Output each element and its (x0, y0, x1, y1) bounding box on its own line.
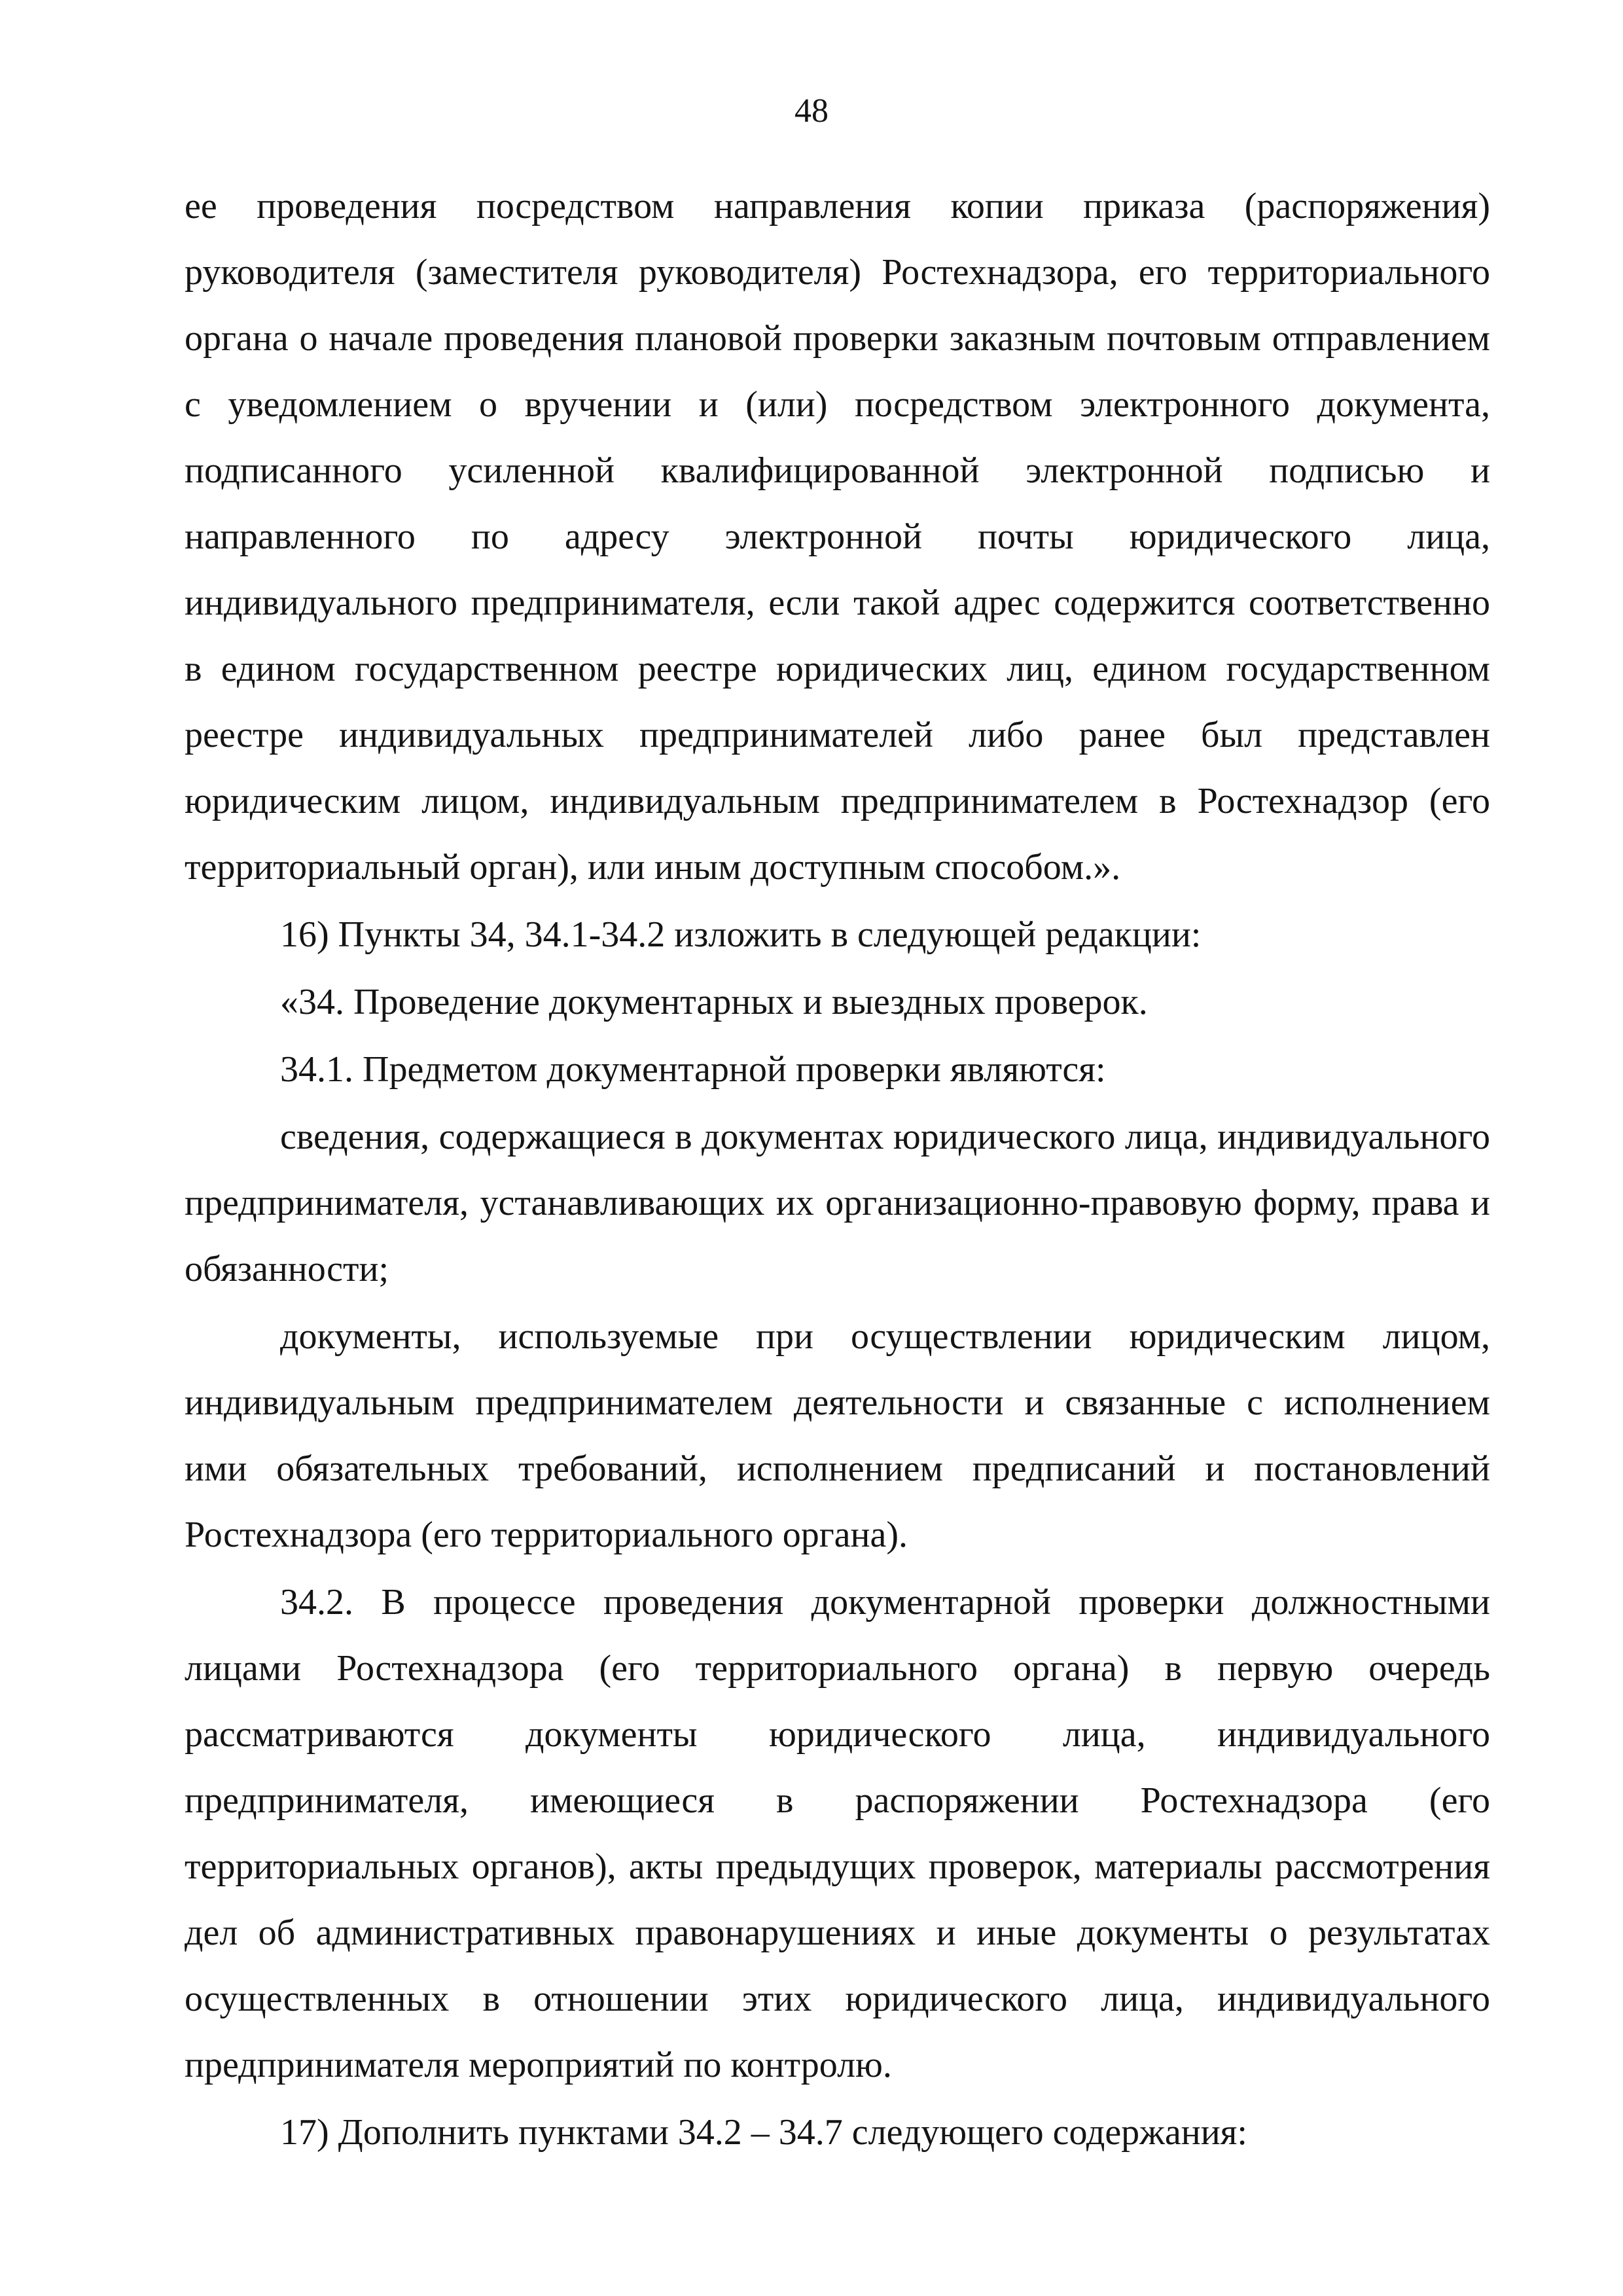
paragraph-item-16: 16) Пункты 34, 34.1-34.2 изложить в следующей редакции: (280, 914, 1202, 955)
paragraph-continuation: ее проведения посредством направления копии приказа (распоряжения) руководителя (заместителя руководителя) Ростехнадзора, его территориального органа о начале проведения плановой проверки заказным почтовым отправлением с уведомлением о вручении и (или) посредством электронного документа, подписанного усиленной квалифицированной электронной подписью и направленного по адресу электронной почты юридического лица, индивидуального предпринимателя, если такой адрес содержится соответственно в едином государственном реестре юридических лиц, едином государственном реестре индивидуальных предпринимателей либо ранее был представлен юридическим лицом, индивидуальным предпринимателем в Ростехнадзор (его территориальный орган), или иным доступным способом.». (185, 186, 1490, 888)
page-number: 48 (794, 92, 829, 130)
paragraph-point-34-2: 34.2. В процессе проведения документарной проверки должностными лицами Ростехнадзора (его территориального органа) в первую очередь рассматриваются документы юридического лица, индивидуального предпринимателя, имеющиеся в распоряжении Ростехнадзора (его территориальных органов), акты предыдущих проверок, материалы рассмотрения дел об административных правонарушениях и иные документы о результатах осуществленных в отношении этих юридического лица, индивидуального предпринимателя мероприятий по контролю. (185, 1582, 1490, 2085)
document-body (185, 173, 1490, 2166)
paragraph-info-list-item: сведения, содержащиеся в документах юридического лица, индивидуального предпринимателя, устанавливающих их организационно-правовую форму, права и обязанности; (185, 1117, 1490, 1289)
paragraph-point-34-1: 34.1. Предметом документарной проверки являются: (280, 1049, 1106, 1090)
paragraph-point-34: «34. Проведение документарных и выездных проверок. (280, 982, 1148, 1022)
paragraph-documents-list-item: документы, используемые при осуществлении юридическим лицом, индивидуальным предпринимателем деятельности и связанные с исполнением ими обязательных требований, исполнением предписаний и постановлений Ростехнадзора (его территориального органа). (185, 1316, 1490, 1555)
paragraph-item-17: 17) Дополнить пунктами 34.2 – 34.7 следующего содержания: (280, 2112, 1247, 2153)
